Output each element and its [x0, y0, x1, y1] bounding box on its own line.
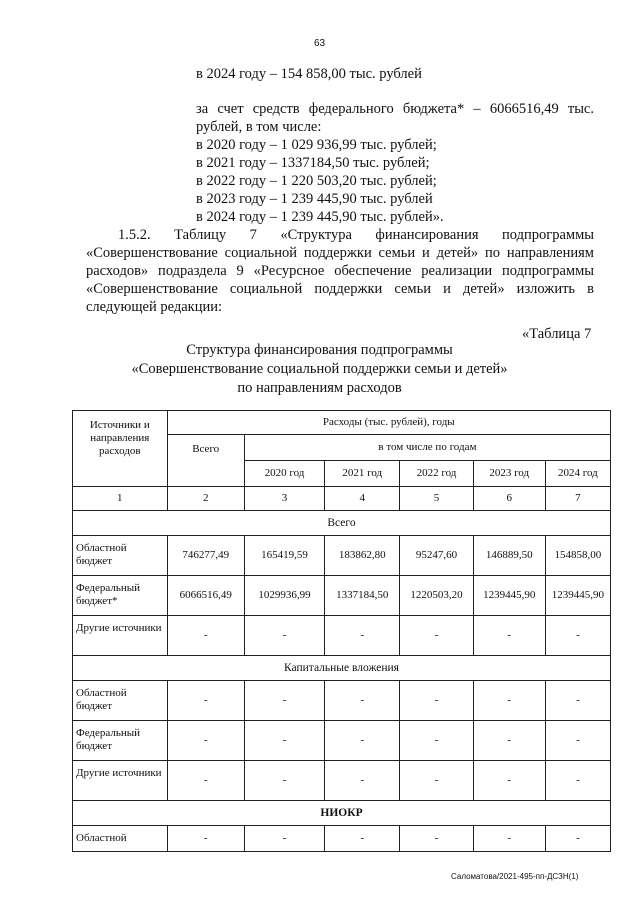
section-title-total: Всего	[73, 511, 611, 536]
cell: -	[400, 721, 473, 761]
cell: -	[473, 721, 545, 761]
header-expenses: Расходы (тыс. рублей), годы	[167, 411, 610, 435]
budget-2024-line: в 2024 году – 154 858,00 тыс. рублей	[196, 66, 422, 82]
row-label: Федеральный бюджет*	[73, 576, 168, 616]
year-line-2024: в 2024 году – 1 239 445,90 тыс. рублей».	[196, 209, 444, 225]
cell: -	[167, 681, 244, 721]
col-number: 6	[473, 487, 545, 511]
cell: -	[473, 681, 545, 721]
section-title-rnd: НИОКР	[73, 801, 611, 826]
cell: 1239445,90	[473, 576, 545, 616]
cell: -	[545, 616, 610, 656]
cell: -	[244, 826, 324, 852]
header-year-2021: 2021 год	[325, 461, 400, 487]
cell: 146889,50	[473, 536, 545, 576]
amendment-line-5: следующей редакции:	[86, 299, 223, 315]
cell: -	[244, 616, 324, 656]
cell: 1220503,20	[400, 576, 473, 616]
document-footer: Саломатова/2021-495-пп-ДСЗН(1)	[451, 872, 579, 881]
col-number: 7	[545, 487, 610, 511]
cell: -	[545, 721, 610, 761]
cell: -	[167, 616, 244, 656]
cell: -	[400, 761, 473, 801]
row-label: Другие источники	[73, 761, 168, 801]
cell: -	[325, 721, 400, 761]
year-line-2021: в 2021 году – 1337184,50 тыс. рублей;	[196, 155, 430, 171]
row-label: Областной бюджет	[73, 536, 168, 576]
row-label: Другие источники	[73, 616, 168, 656]
col-number: 4	[325, 487, 400, 511]
cell: -	[473, 761, 545, 801]
financing-table	[72, 410, 611, 852]
header-by-years: в том числе по годам	[244, 435, 610, 461]
year-line-2020: в 2020 году – 1 029 936,99 тыс. рублей;	[196, 137, 437, 153]
col-number: 3	[244, 487, 324, 511]
cell: -	[400, 681, 473, 721]
cell: 1029936,99	[244, 576, 324, 616]
cell: -	[400, 826, 473, 852]
cell: -	[325, 616, 400, 656]
table-title-line1: Структура финансирования подпрограммы	[186, 342, 453, 358]
cell: -	[244, 721, 324, 761]
row-label: Областной	[73, 826, 168, 852]
cell: -	[325, 826, 400, 852]
cell: -	[244, 761, 324, 801]
amendment-line-4: «Совершенствование социальной поддержки семьи и детей» изложить в	[86, 281, 594, 297]
federal-budget-line1: за счет средств федерального бюджета* – 6066516,49 тыс.	[196, 101, 594, 117]
cell: 183862,80	[325, 536, 400, 576]
cell: -	[545, 761, 610, 801]
cell: 165419,59	[244, 536, 324, 576]
cell: -	[244, 681, 324, 721]
col-number: 2	[167, 487, 244, 511]
cell: -	[473, 826, 545, 852]
row-label: Федеральный бюджет	[73, 721, 168, 761]
page-number: 63	[313, 38, 326, 49]
header-year-2020: 2020 год	[244, 461, 324, 487]
cell: -	[167, 721, 244, 761]
cell: 6066516,49	[167, 576, 244, 616]
col-number: 1	[73, 487, 168, 511]
cell: -	[473, 616, 545, 656]
cell: -	[325, 681, 400, 721]
table-title-line2: «Совершенствование социальной поддержки семьи и детей»	[131, 361, 508, 377]
amendment-line-1: 1.5.2. Таблицу 7 «Структура финансирования подпрограммы	[118, 227, 594, 243]
header-year-2023: 2023 год	[473, 461, 545, 487]
cell: 746277,49	[167, 536, 244, 576]
amendment-line-3: расходов» подраздела 9 «Ресурсное обеспечение реализации подпрограммы	[86, 263, 594, 279]
section-title-capital: Капитальные вложения	[73, 656, 611, 681]
year-line-2022: в 2022 году – 1 220 503,20 тыс. рублей;	[196, 173, 437, 189]
cell: -	[545, 826, 610, 852]
cell: -	[167, 826, 244, 852]
row-label: Областной бюджет	[73, 681, 168, 721]
header-year-2024: 2024 год	[545, 461, 610, 487]
header-total: Всего	[167, 435, 244, 487]
federal-budget-line2: рублей, в том числе:	[196, 119, 322, 135]
amendment-line-2: «Совершенствование социальной поддержки семьи и детей» по направлениям	[86, 245, 594, 261]
cell: -	[400, 616, 473, 656]
header-sources: Источники и направления расходов	[73, 411, 168, 487]
header-year-2022: 2022 год	[400, 461, 473, 487]
table-label: «Таблица 7	[522, 326, 592, 342]
cell: -	[545, 681, 610, 721]
year-line-2023: в 2023 году – 1 239 445,90 тыс. рублей	[196, 191, 433, 207]
cell: 1239445,90	[545, 576, 610, 616]
cell: 95247,60	[400, 536, 473, 576]
cell: 154858,00	[545, 536, 610, 576]
cell: -	[167, 761, 244, 801]
cell: -	[325, 761, 400, 801]
cell: 1337184,50	[325, 576, 400, 616]
col-number: 5	[400, 487, 473, 511]
table-title-line3: по направлениям расходов	[237, 380, 402, 396]
